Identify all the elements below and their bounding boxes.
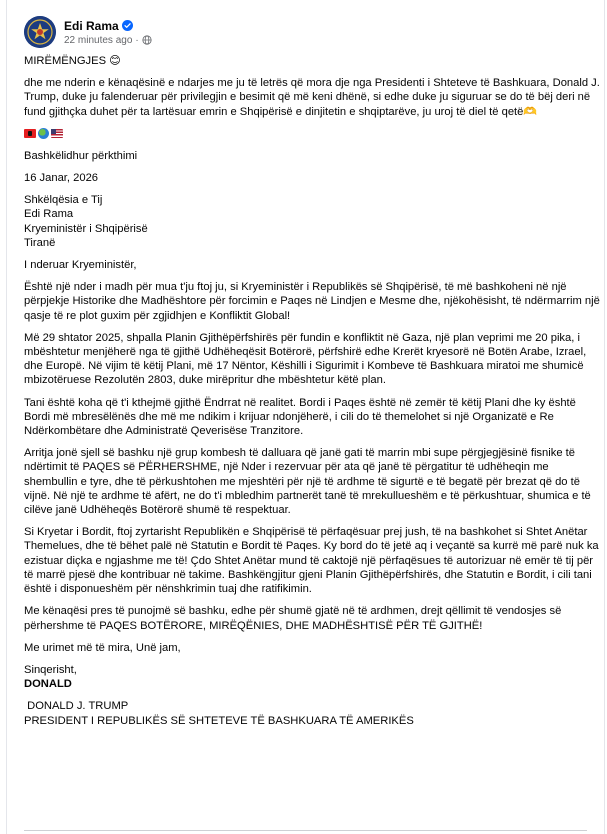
signer-name: DONALD J. TRUMP <box>24 700 129 713</box>
letter-paragraph: Si Kryetar i Bordit, ftoj zyrtarisht Republikën e Shqipërisë të përfaqësuar prej jush, të na bashkohet si Shtet Anëtar Themelues, dhe të bëhet palë në Statutin e Bordit të Paqes. Ky bord do të jetë aq i veçantë sa kurrë më parë nuk ka ezistuar diçka e ngjashme me të! Çdo Shtet Anëtar mund të caktojë një përfaqësues të autorizuar në emër të tij për të marrë pjesë dhe kontribuar në takime. Bashkëngjitur gjeni Planin Gjithëpërfshirës, dhe Statutin e Bordit, i cili tani është i disponueshëm për nënshkrimin tuaj dhe ratifikimin. <box>24 526 602 596</box>
us-flag-icon <box>51 129 63 138</box>
verified-badge-icon <box>122 20 133 31</box>
letter-paragraph: Është një nder i madh për mua t'ju ftoj ju, si Kryeministër i Republikës së Shqipërisë, të më bashkoheni në një përpjekje Historike dhe Madhështore për forcimin e Paqes në Lindjen e Mesme dhe, njëkohësisht, të ndërmarrim një qasje të re plot guxim për zgjidhjen e Konfliktit Global! <box>24 281 603 322</box>
letter-paragraph: Më 29 shtator 2025, shpalla Planin Gjithëpërfshirës për fundin e konfliktit në Gaza, një plan veprimi me 20 pika, i mbështetur menjëherë nga të gjithë Udhëheqësit Botërorë, përfshirë edhe Krerët kryesorë në Botën Arabe, Izrael, dhe Europë. Në vijim të këtij Plani, më 17 Nëntor, Këshilli i Sigurimit i Kombeve të Bashkuara miratoi me shumicë mbizotëruese Rezolutën 2803, duke mirëpritur dhe mbështetur këtë plan. <box>24 331 590 387</box>
intro-text: dhe me nderin e kënaqësinë e ndarjes me ju të letrës që mora dje nga Presidenti i Shteteve të Bashkuara, Donald J. Trump, duke ju falenderuar për privilegjin e besimit që më keni dhënë, si edhe duke ju siguruar se do të bëj deri në fund gjithçka duhet për ta lartësuar emrin e Shqipërisë e dinjitetin e shqiptarëve, ju uroj të diel të qetë🫶 <box>24 77 603 118</box>
translation-note: Bashkëlidhur përkthimi <box>24 149 138 162</box>
letter-paragraph: Tani është koha që t'i kthejmë gjithë Ëndrrat në realitet. Bordi i Paqes është në zemër të këtij Plani dhe ky është Bordi më mbresëlënës dhe më me ndikim i krijuar ndonjëherë, i cili do të themelohet si një Organizatë e Re Ndërkombëtare dhe Administratë Qeverisëse Tranzitore. <box>24 396 579 438</box>
post-header <box>24 12 152 52</box>
divider <box>24 830 587 831</box>
meta-separator: · <box>135 34 139 46</box>
recipient-line: Shkëlqësia e Tij <box>24 194 103 207</box>
letter-paragraph: Me kënaqësi pres të punojmë së bashku, edhe për shumë gjatë në të ardhmen, drejt qëllimit të vendosjes së përhershme të PAQES BOTËRORE, MIRËQËNIES, DHE MADHËSHTISË PËR TË GJITHË! <box>24 605 565 632</box>
signer-title: PRESIDENT I REPUBLIKËS SË SHTETEVE TË BASHKUARA TË AMERIKËS <box>24 714 414 727</box>
signature: DONALD <box>24 678 72 691</box>
closing: Me urimet më të mira, Unë jam, <box>24 641 181 654</box>
recipient-line: Edi Rama <box>24 208 74 221</box>
earth-globe-icon <box>38 128 49 139</box>
avatar[interactable] <box>24 16 56 48</box>
recipient-line: Tiranë <box>24 236 56 249</box>
post-timestamp[interactable]: 22 minutes ago <box>64 34 133 46</box>
letter-paragraph: Arritja jonë sjell së bashku një grup kombesh të dalluara që janë gati të marrin mbi supe përgjegjësinë fisnike të ndërtimit të PAQES së PËRHERSHME, një Nder i rezervuar për ata që janë të përgatitur të udhëheqin me shembullin e tyre, dhe të përkushtohen me mjeshtëri për një të ardhme të sigurtë e të begatë për brezat që do të vijnë. Në një te ardhme të afërt, ne do t'i mbledhim partnerët tanë të mrekullueshëm e të përkushtuar, shumica e të cilëve janë Udhëheqës Botërorë shumë të respektuar. <box>24 447 594 517</box>
avatar-emblem-icon <box>24 16 56 48</box>
post-body <box>24 54 602 728</box>
salutation: I nderuar Kryeministër, <box>24 259 137 272</box>
author-name[interactable]: Edi Rama <box>64 18 119 33</box>
post-card <box>6 0 605 834</box>
letter-date: 16 Janar, 2026 <box>24 172 99 185</box>
post-meta <box>64 19 152 46</box>
sincerely: Sinqerisht, <box>24 663 77 676</box>
greeting: MIRËMËNGJES 😊 <box>24 55 121 67</box>
flag-emojis <box>24 127 602 141</box>
recipient-line: Kryeministër i Shqipërisë <box>24 222 148 235</box>
albania-flag-icon <box>24 129 36 138</box>
globe-icon[interactable] <box>142 35 152 45</box>
